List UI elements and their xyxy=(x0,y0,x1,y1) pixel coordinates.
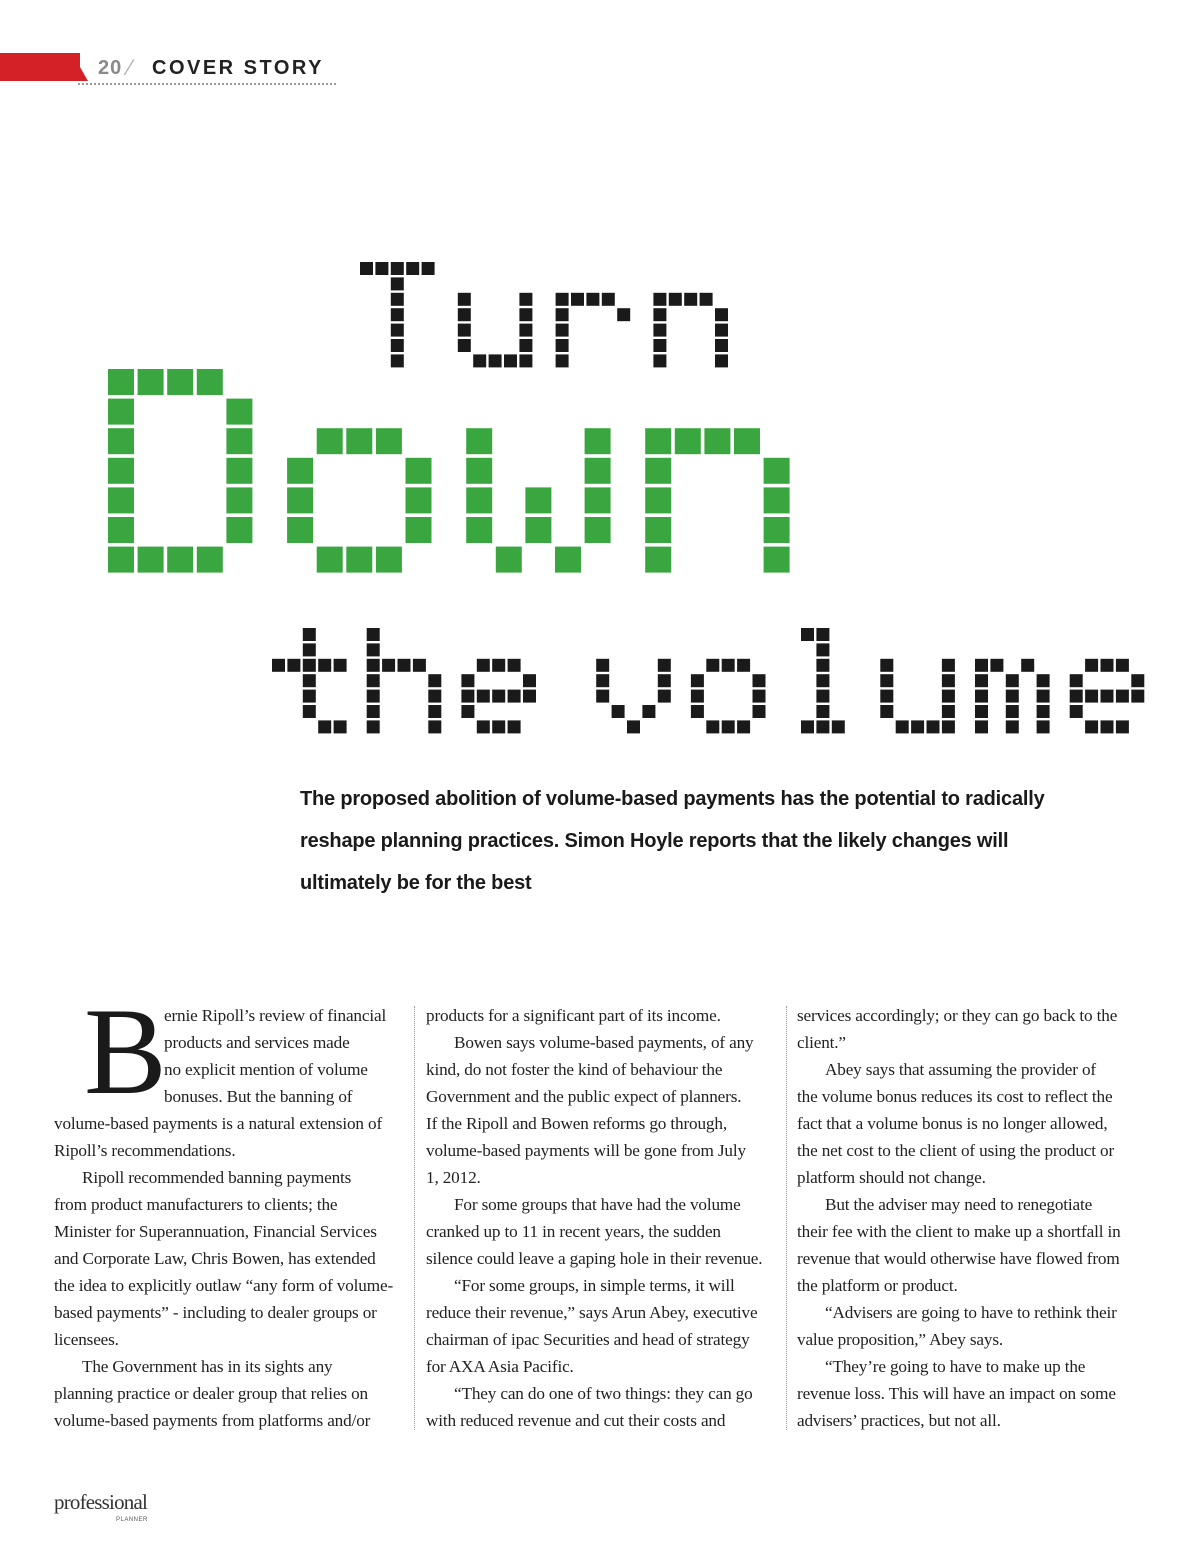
headline-pixel xyxy=(428,674,441,687)
article-line: no explicit mention of volume xyxy=(164,1060,368,1079)
headline-pixel xyxy=(737,659,750,672)
headline-pixel xyxy=(975,659,988,672)
headline-pixel xyxy=(627,720,640,733)
headline-pixel xyxy=(942,705,955,718)
headline-line-turn xyxy=(360,262,728,367)
headline-pixel xyxy=(1070,705,1083,718)
headline-pixel xyxy=(477,690,490,703)
article-line: planning practice or dealer group that relies on xyxy=(54,1384,368,1403)
headline-pixel xyxy=(753,705,766,718)
headline-pixel xyxy=(975,674,988,687)
article-line: based payments” - including to dealer groups or xyxy=(54,1303,377,1322)
standfirst-line: ultimately be for the best xyxy=(300,872,532,894)
headline-pixel xyxy=(461,674,474,687)
headline-pixel xyxy=(556,308,569,321)
headline-pixel xyxy=(508,720,521,733)
headline-pixel xyxy=(461,690,474,703)
headline-pixel xyxy=(303,628,316,641)
headline-pixel xyxy=(1131,690,1144,703)
headline-pixel xyxy=(653,354,666,367)
standfirst xyxy=(300,778,1100,904)
article-line: and Corporate Law, Chris Bowen, has extended xyxy=(54,1249,376,1268)
article-line: “They’re going to have to make up the xyxy=(825,1357,1086,1376)
headline-pixel xyxy=(473,354,486,367)
headline-pixel xyxy=(391,262,404,275)
headline-pixel xyxy=(1037,705,1050,718)
headline-pixel xyxy=(990,659,1003,672)
article-line: If the Ripoll and Bowen reforms go through, xyxy=(426,1114,727,1133)
article-line: the idea to explicitly outlaw “any form of volume- xyxy=(54,1276,394,1295)
article-line: ernie Ripoll’s review of financial xyxy=(164,1006,387,1025)
column-divider xyxy=(786,1006,787,1430)
headline-pixel xyxy=(653,308,666,321)
article-column-1 xyxy=(54,1002,404,1434)
headline-pixel xyxy=(303,643,316,656)
headline-pixel xyxy=(346,547,372,573)
headline-pixel xyxy=(1101,720,1114,733)
headline-pixel xyxy=(461,705,474,718)
headline-pixel xyxy=(1101,690,1114,703)
headline-pixel xyxy=(428,720,441,733)
article-line: the platform or product. xyxy=(797,1276,958,1295)
headline-pixel xyxy=(571,293,584,306)
article-line: silence could leave a gaping hole in their revenue. xyxy=(426,1249,763,1268)
article-line: Minister for Superannuation, Financial Services xyxy=(54,1222,377,1241)
headline-pixel xyxy=(375,262,388,275)
headline-pixel xyxy=(645,547,671,573)
article-line: revenue loss. This will have an impact on some xyxy=(797,1384,1116,1403)
headline-pixel xyxy=(108,428,134,454)
headline-pixel xyxy=(734,428,760,454)
headline-pixel xyxy=(653,324,666,337)
magazine-logo-sub: PLANNER xyxy=(116,1517,148,1523)
headline-pixel xyxy=(816,720,829,733)
article-line: licensees. xyxy=(54,1330,119,1349)
headline-pixel xyxy=(466,517,492,543)
headline-pixel xyxy=(422,262,435,275)
headline-pixel xyxy=(764,487,790,513)
headline-pixel xyxy=(197,547,223,573)
headline-pixel xyxy=(832,720,845,733)
headline-pixel xyxy=(477,659,490,672)
article-line: services accordingly; or they can go back to the xyxy=(797,1006,1118,1025)
article-line: products and services made xyxy=(164,1033,350,1052)
headline-pixel xyxy=(466,458,492,484)
headline-pixel xyxy=(764,517,790,543)
article-line: bonuses. But the banning of xyxy=(164,1087,353,1106)
headline-pixel xyxy=(508,659,521,672)
article-line: products for a significant part of its income. xyxy=(426,1006,721,1025)
headline-pixel xyxy=(108,547,134,573)
headline-pixel xyxy=(303,690,316,703)
headline-pixel xyxy=(927,720,940,733)
headline-pixel xyxy=(556,324,569,337)
headline-pixel xyxy=(942,674,955,687)
headline-pixel xyxy=(704,428,730,454)
article-line: reduce their revenue,” says Arun Abey, executive xyxy=(426,1303,758,1322)
headline-pixel xyxy=(391,277,404,290)
headline-pixel xyxy=(715,308,728,321)
headline-pixel xyxy=(1085,720,1098,733)
headline-pixel xyxy=(458,293,471,306)
headline-pixel xyxy=(382,659,395,672)
headline-pixel xyxy=(391,324,404,337)
headline-pixel xyxy=(669,293,682,306)
headline-pixel xyxy=(585,428,611,454)
headline-pixel xyxy=(691,674,704,687)
headline-pixel xyxy=(691,690,704,703)
article-line: the volume bonus reduces its cost to reflect the xyxy=(797,1087,1113,1106)
article-line: “For some groups, in simple terms, it will xyxy=(454,1276,735,1295)
headline-pixel xyxy=(691,705,704,718)
headline-pixel xyxy=(645,517,671,543)
headline-pixel xyxy=(428,690,441,703)
headline-pixel xyxy=(556,339,569,352)
headline-pixel xyxy=(367,659,380,672)
headline-pixel xyxy=(489,354,502,367)
headline-pixel xyxy=(880,659,893,672)
headline-pixel xyxy=(167,369,193,395)
article-line: For some groups that have had the volume xyxy=(454,1195,741,1214)
headline-pixel xyxy=(367,705,380,718)
headline-pixel xyxy=(816,643,829,656)
headline-pixel xyxy=(684,293,697,306)
headline-pixel xyxy=(715,339,728,352)
headline-pixel xyxy=(508,690,521,703)
headline-pixel xyxy=(642,705,655,718)
headline-line-the-volume xyxy=(272,628,1144,733)
headline-pixel xyxy=(226,487,252,513)
article-line: volume-based payments is a natural extension of xyxy=(54,1114,383,1133)
headline-pixel xyxy=(911,720,924,733)
headline-pixel xyxy=(367,674,380,687)
headline-pixel xyxy=(334,659,347,672)
drop-cap: B xyxy=(84,983,167,1120)
headline-pixel xyxy=(585,487,611,513)
headline-pixel xyxy=(942,690,955,703)
headline-pixel xyxy=(406,262,419,275)
article-line: Abey says that assuming the provider of xyxy=(825,1060,1097,1079)
headline-pixel xyxy=(406,517,432,543)
headline-pixel xyxy=(406,458,432,484)
headline-pixel xyxy=(318,659,331,672)
headline-pixel xyxy=(466,487,492,513)
headline-pixel xyxy=(458,308,471,321)
headline-pixel xyxy=(653,339,666,352)
headline-pixel xyxy=(585,458,611,484)
headline-pixel xyxy=(413,659,426,672)
headline-pixel xyxy=(801,720,814,733)
headline-pixel xyxy=(764,547,790,573)
headline-pixel xyxy=(816,659,829,672)
headline-pixel xyxy=(226,399,252,425)
headline-pixel xyxy=(525,517,551,543)
headline-pixel xyxy=(764,458,790,484)
headline-pixel xyxy=(722,659,735,672)
headline-pixel xyxy=(303,674,316,687)
headline-pixel xyxy=(700,293,713,306)
article-line: volume-based payments will be gone from July xyxy=(426,1141,746,1160)
article-line: revenue that would otherwise have flowed from xyxy=(797,1249,1120,1268)
headline-pixel xyxy=(801,628,814,641)
headline-pixel xyxy=(816,690,829,703)
headline-pixel xyxy=(466,428,492,454)
headline-pixel xyxy=(391,308,404,321)
article-line: value proposition,” Abey says. xyxy=(797,1330,1004,1349)
section-title: COVER STORY xyxy=(152,57,324,79)
headline-pixel xyxy=(303,705,316,718)
headline-pixel xyxy=(458,324,471,337)
headline-pixel xyxy=(391,354,404,367)
headline-pixel xyxy=(303,659,316,672)
headline-pixel xyxy=(367,690,380,703)
headline-pixel xyxy=(523,690,536,703)
headline-pixel xyxy=(519,293,532,306)
header-divider: ⁄ xyxy=(128,55,132,80)
headline-pixel xyxy=(167,547,193,573)
headline-pixel xyxy=(1101,659,1114,672)
headline-pixel xyxy=(1085,690,1098,703)
headline-pixel xyxy=(896,720,909,733)
headline-pixel xyxy=(975,705,988,718)
headline-pixel xyxy=(942,720,955,733)
article-line: the net cost to the client of using the product or xyxy=(797,1141,1115,1160)
headline-pixel xyxy=(1116,720,1129,733)
headline-pixel xyxy=(398,659,411,672)
headline-pixel xyxy=(367,628,380,641)
headline-pixel xyxy=(346,428,372,454)
article-line: Bowen says volume-based payments, of any xyxy=(454,1033,754,1052)
headline-pixel xyxy=(653,293,666,306)
headline-pixel xyxy=(391,339,404,352)
headline-pixel xyxy=(519,339,532,352)
article-line: for AXA Asia Pacific. xyxy=(426,1357,574,1376)
headline-pixel xyxy=(406,487,432,513)
headline-pixel xyxy=(675,428,701,454)
standfirst-line: The proposed abolition of volume-based payments has the potential to radically xyxy=(300,788,1045,810)
headline-pixel xyxy=(226,428,252,454)
headline-pixel xyxy=(645,487,671,513)
headline-pixel xyxy=(272,659,285,672)
article-line: with reduced revenue and cut their costs and xyxy=(426,1411,726,1430)
headline-pixel xyxy=(975,690,988,703)
headline-pixel xyxy=(519,308,532,321)
headline-pixel xyxy=(1021,659,1034,672)
headline-pixel xyxy=(318,720,331,733)
column-divider xyxy=(414,1006,415,1430)
headline-pixel xyxy=(367,643,380,656)
headline-pixel xyxy=(525,487,551,513)
headline-pixel xyxy=(360,262,373,275)
article-line: 1, 2012. xyxy=(426,1168,481,1187)
article-line: kind, do not foster the kind of behaviour the xyxy=(426,1060,723,1079)
headline-pixel xyxy=(602,293,615,306)
headline-pixel xyxy=(753,674,766,687)
headline-pixel xyxy=(617,308,630,321)
headline-pixel xyxy=(108,458,134,484)
headline-pixel xyxy=(706,659,719,672)
article-line: from product manufacturers to clients; the xyxy=(54,1195,338,1214)
standfirst-line: reshape planning practices. Simon Hoyle reports that the likely changes will xyxy=(300,830,1009,852)
headline-pixel xyxy=(1037,720,1050,733)
headline-pixel xyxy=(658,690,671,703)
headline-pixel xyxy=(226,458,252,484)
headline-pixel xyxy=(197,369,223,395)
magazine-logo: professional xyxy=(54,1490,148,1514)
headline-pixel xyxy=(1131,674,1144,687)
headline-pixel xyxy=(458,339,471,352)
headline-pixel xyxy=(645,428,671,454)
headline-pixel xyxy=(504,354,517,367)
article-line: cranked up to 11 in recent years, the sudden xyxy=(426,1222,721,1241)
headline-pixel xyxy=(555,547,581,573)
article-line: Ripoll recommended banning payments xyxy=(82,1168,352,1187)
article-column-2 xyxy=(426,1002,776,1434)
article-line: advisers’ practices, but not all. xyxy=(797,1411,1001,1430)
headline-pixel xyxy=(658,674,671,687)
headline-pixel xyxy=(1006,690,1019,703)
headline-pixel xyxy=(496,547,522,573)
headline-pixel xyxy=(596,659,609,672)
headline-pixel xyxy=(1037,690,1050,703)
headline-pixel xyxy=(645,458,671,484)
article-line: fact that a volume bonus is no longer allowed, xyxy=(797,1114,1108,1133)
headline-pixel xyxy=(391,293,404,306)
article-line: Government and the public expect of planners. xyxy=(426,1087,742,1106)
headline-pixel xyxy=(108,487,134,513)
article-line: “Advisers are going to have to rethink their xyxy=(825,1303,1117,1322)
headline-pixel xyxy=(715,324,728,337)
page-number: 20 xyxy=(98,57,123,79)
headline-pixel xyxy=(108,517,134,543)
headline-pixel xyxy=(880,674,893,687)
headline-pixel xyxy=(975,720,988,733)
headline-pixel xyxy=(706,720,719,733)
headline-pixel xyxy=(287,517,313,543)
headline-pixel xyxy=(138,547,164,573)
headline-pixel xyxy=(523,674,536,687)
article-line: chairman of ipac Securities and head of strategy xyxy=(426,1330,750,1349)
headline-pixel xyxy=(376,428,402,454)
headline-pixel xyxy=(317,547,343,573)
headline-pixel xyxy=(658,659,671,672)
headline-pixel xyxy=(428,705,441,718)
headline-pixel xyxy=(1006,674,1019,687)
headline xyxy=(0,0,1200,760)
headline-pixel xyxy=(1070,690,1083,703)
headline-pixel xyxy=(1006,705,1019,718)
headline-pixel xyxy=(737,720,750,733)
headline-pixel xyxy=(334,720,347,733)
headline-pixel xyxy=(715,354,728,367)
headline-pixel xyxy=(880,705,893,718)
headline-pixel xyxy=(596,690,609,703)
article-line: “They can do one of two things: they can go xyxy=(454,1384,753,1403)
headline-pixel xyxy=(108,399,134,425)
article-line: platform should not change. xyxy=(797,1168,986,1187)
headline-pixel xyxy=(226,517,252,543)
headline-pixel xyxy=(612,705,625,718)
headline-pixel xyxy=(477,720,490,733)
headline-pixel xyxy=(287,659,300,672)
headline-pixel xyxy=(138,369,164,395)
article-line: client.” xyxy=(797,1033,846,1052)
headline-pixel xyxy=(1006,720,1019,733)
headline-pixel xyxy=(287,458,313,484)
headline-pixel xyxy=(816,628,829,641)
headline-pixel xyxy=(816,674,829,687)
headline-pixel xyxy=(1116,659,1129,672)
headline-pixel xyxy=(596,674,609,687)
headline-pixel xyxy=(492,690,505,703)
headline-pixel xyxy=(556,354,569,367)
article-column-3 xyxy=(797,1002,1147,1434)
headline-pixel xyxy=(586,293,599,306)
headline-pixel xyxy=(376,547,402,573)
headline-pixel xyxy=(753,690,766,703)
article-line: their fee with the client to make up a shortfall in xyxy=(797,1222,1121,1241)
headline-pixel xyxy=(1037,674,1050,687)
headline-pixel xyxy=(585,517,611,543)
article-line: Ripoll’s recommendations. xyxy=(54,1141,236,1160)
headline-pixel xyxy=(816,705,829,718)
headline-pixel xyxy=(519,354,532,367)
article-line: The Government has in its sights any xyxy=(82,1357,333,1376)
headline-pixel xyxy=(287,487,313,513)
headline-line-down xyxy=(108,369,790,573)
article-line: But the adviser may need to renegotiate xyxy=(825,1195,1093,1214)
article-line: volume-based payments from platforms and/or xyxy=(54,1411,371,1430)
headline-pixel xyxy=(556,293,569,306)
headline-pixel xyxy=(1070,674,1083,687)
headline-pixel xyxy=(492,659,505,672)
headline-pixel xyxy=(492,720,505,733)
headline-pixel xyxy=(317,428,343,454)
headline-pixel xyxy=(1116,690,1129,703)
headline-pixel xyxy=(880,690,893,703)
headline-pixel xyxy=(367,720,380,733)
headline-pixel xyxy=(942,659,955,672)
headline-pixel xyxy=(1085,659,1098,672)
headline-pixel xyxy=(108,369,134,395)
headline-pixel xyxy=(519,324,532,337)
headline-pixel xyxy=(722,720,735,733)
